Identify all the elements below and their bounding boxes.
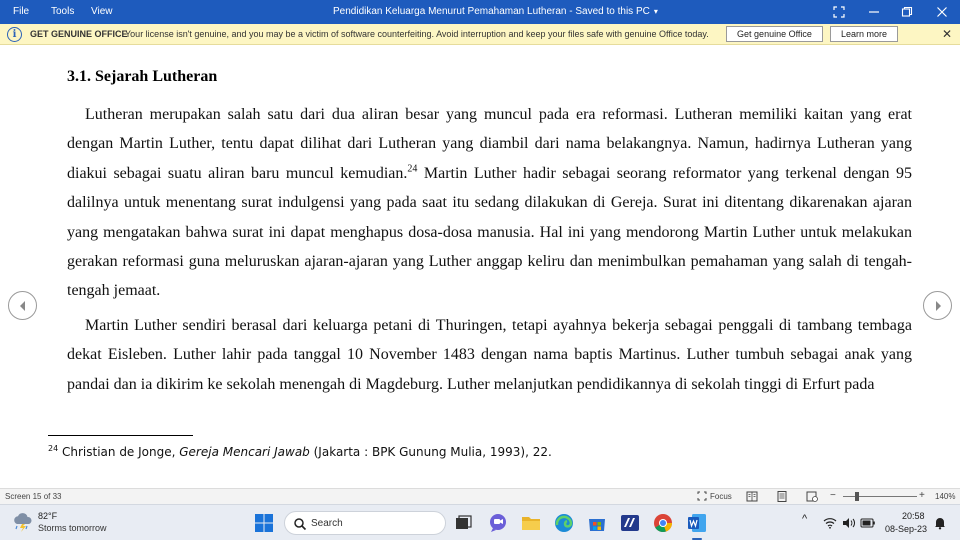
zoom-in-button[interactable]: + <box>919 490 925 501</box>
minimize-icon <box>868 6 880 18</box>
zoom-level[interactable]: 140% <box>935 492 956 501</box>
zoom-slider-thumb[interactable] <box>855 492 859 501</box>
file-explorer-icon[interactable] <box>520 512 542 534</box>
document-title[interactable] <box>333 6 658 17</box>
edge-icon[interactable] <box>553 512 575 534</box>
vpn-icon[interactable] <box>619 512 641 534</box>
weather-storm-icon[interactable] <box>12 513 34 533</box>
menu-tools[interactable]: Tools <box>51 6 75 17</box>
wifi-icon[interactable] <box>823 517 837 529</box>
previous-page-button[interactable] <box>8 291 37 320</box>
banner-close-icon[interactable]: ✕ <box>942 27 953 41</box>
volume-icon[interactable] <box>842 517 856 529</box>
info-icon: i <box>7 27 22 42</box>
restore-button[interactable] <box>890 0 924 24</box>
chevron-left-icon <box>16 299 30 313</box>
get-genuine-office-button[interactable]: Get genuine Office <box>726 26 823 42</box>
banner-message: Your license isn't genuine, and you may be a victim of software counterfeiting. Avoid interruption and keep your files safe with genuine Office today. <box>125 29 709 39</box>
chrome-icon[interactable] <box>652 512 674 534</box>
banner-title: GET GENUINE OFFICE <box>30 29 128 39</box>
word-icon[interactable] <box>686 512 708 534</box>
task-view-icon[interactable] <box>452 512 474 534</box>
paragraph-2: Martin Luther sendiri berasal dari keluarga petani di Thuringen, tetapi ayahnya bekerja sebagai penggali di tambang tembaga dekat Eisleben. Luther lahir pada tanggal 10 November 1483 dengan nama baptis Martinus. Luther tumbuh sebagai anak yang pandai dan ia dikirim ke sekolah menengah di Magdeburg. Luther melanjutkan pendidikannya di sekolah tinggi di Erfurt pada <box>67 317 912 393</box>
close-button[interactable] <box>925 0 959 24</box>
search-icon <box>293 517 307 531</box>
notification-icon[interactable] <box>933 516 947 530</box>
genuine-office-banner <box>0 24 960 45</box>
taskbar <box>0 504 960 540</box>
zoom-out-button[interactable]: − <box>830 490 836 501</box>
footnote-book-title: Gereja Mencari Jawab <box>179 445 310 459</box>
footnote <box>48 444 552 459</box>
footnote-author: Christian de Jonge, <box>58 445 180 459</box>
document-title-text: Pendidikan Keluarga Menurut Pemahaman Lutheran - Saved to this PC <box>333 6 650 17</box>
weather-temperature: 82°F <box>38 511 58 521</box>
paragraph-1-text-a: Lutheran merupakan salah satu dari dua aliran besar yang muncul pada era reformasi. Lutheran memiliki kaitan yang erat dengan Martin Luther, tentu dapat dilihat dari Lutheran yang diambil dari nama belakangnya. Namun, hadirnya Lutheran yang diakui sebagai suatu aliran baru muncul kemudian. <box>67 106 912 182</box>
store-icon[interactable] <box>586 512 608 534</box>
clock-time[interactable]: 20:58 <box>902 511 925 521</box>
document-page <box>0 46 960 488</box>
search-label: Search <box>311 518 343 529</box>
focus-button[interactable] <box>697 491 732 501</box>
weather-description: Storms tomorrow <box>38 523 107 533</box>
title-bar <box>0 0 960 24</box>
windows-start-icon[interactable] <box>253 512 275 534</box>
next-page-button[interactable] <box>923 291 952 320</box>
menu-view[interactable]: View <box>91 6 113 17</box>
paragraph-1 <box>67 100 912 306</box>
screen-count: Screen 15 of 33 <box>5 492 62 501</box>
menu-file[interactable]: File <box>13 6 30 17</box>
focus-label: Focus <box>710 491 732 501</box>
web-layout-icon[interactable] <box>806 491 818 502</box>
focus-mode-icon <box>833 6 845 18</box>
restore-icon <box>901 6 913 18</box>
clock-date[interactable]: 08-Sep-23 <box>885 524 928 534</box>
taskbar-search[interactable] <box>284 511 446 535</box>
chevron-down-icon: ▾ <box>653 7 658 16</box>
focus-icon <box>697 491 707 501</box>
section-heading: 3.1. Sejarah Lutheran <box>67 68 218 85</box>
footnote-number: 24 <box>48 444 59 453</box>
focus-mode-button[interactable] <box>822 0 856 24</box>
footnote-separator <box>48 435 193 436</box>
print-layout-icon[interactable] <box>776 491 788 502</box>
minimize-button[interactable] <box>857 0 891 24</box>
battery-icon[interactable] <box>860 517 876 529</box>
learn-more-button[interactable]: Learn more <box>830 26 898 42</box>
footnote-ref[interactable]: 24 <box>407 163 418 175</box>
chat-icon[interactable] <box>487 512 509 534</box>
status-bar <box>0 488 960 504</box>
close-icon <box>936 6 948 18</box>
read-mode-icon[interactable] <box>746 491 758 502</box>
chevron-right-icon <box>931 299 945 313</box>
paragraph-1-text-b: Martin Luther hadir sebagai seorang reformator yang terkenal dengan 95 dalilnya untuk menentang surat indulgensi yang pada saat itu sedang dilakukan di Gereja. Surat ini ditentang dikarenakan ajaran yang mengatakan bahwa surat ini dapat menghapus dosa-dosa manusia. Hal ini yang mendorong Martin Luther untuk melakukan gerakan reformasi guna meluruskan ajaran-ajaran yang Luther anggap keliru dan menimbulkan pemahaman yang salah di tengah-tengah jemaat. <box>67 164 912 300</box>
tray-overflow-chevron[interactable]: ^ <box>802 513 808 525</box>
footnote-publication: (Jakarta : BPK Gunung Mulia, 1993), 22. <box>309 445 552 459</box>
